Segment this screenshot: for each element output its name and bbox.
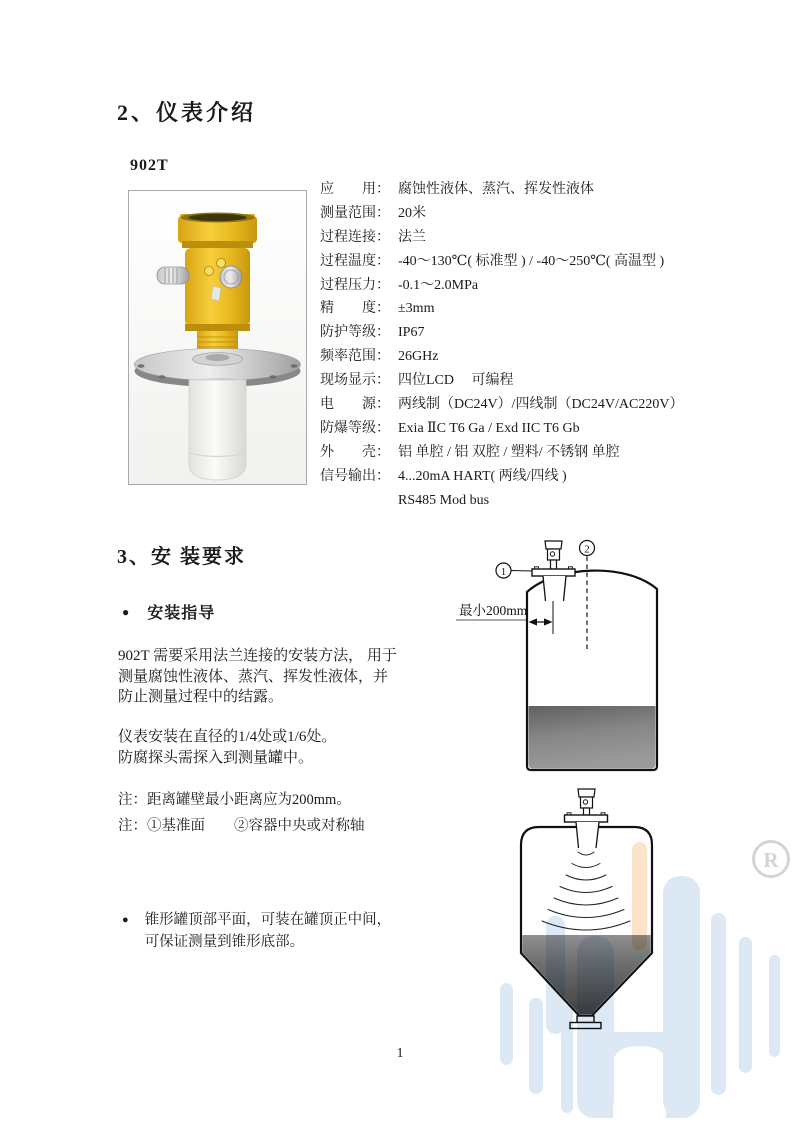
- page-number: 1: [396, 1046, 404, 1061]
- install-paragraph-2: [118, 727, 448, 768]
- spec-label: 应 用：: [320, 182, 390, 197]
- product-model-label: 902T: [130, 157, 169, 174]
- outlet-flange: [570, 1023, 601, 1029]
- spec-label: 外 壳：: [320, 444, 390, 460]
- radar-level-meter-image: [129, 191, 306, 484]
- registered-trademark-letter: R: [763, 848, 779, 872]
- paragraph-line: 锥形罐顶部平面，可装在罐顶正中间，: [144, 912, 392, 928]
- spec-row: [320, 274, 683, 298]
- cone-tank-note-text: [145, 909, 392, 953]
- spec-label: 过程温度：: [320, 253, 390, 269]
- spec-label: 过程连接：: [320, 229, 390, 245]
- callout-1-number: 1: [500, 565, 507, 578]
- spec-row: [320, 226, 683, 250]
- paragraph-line: 可保证测量到锥形底部。: [144, 934, 305, 950]
- section2-title: 2、仪表介绍: [117, 100, 257, 125]
- spec-label: 电 源：: [320, 397, 390, 413]
- spec-label: 防护等级：: [320, 325, 390, 341]
- spec-row: [320, 202, 683, 226]
- spec-value: 法兰: [398, 229, 426, 245]
- tank-outline: [521, 827, 652, 1029]
- spec-value: 20米: [398, 205, 426, 221]
- diagram-cone-tank: [460, 780, 695, 1035]
- spec-label: 防爆等级：: [320, 420, 390, 436]
- spec-value: 腐蚀性液体、蒸汽、挥发性液体: [398, 182, 594, 197]
- spec-row: [320, 417, 683, 441]
- diagram-side-mount-tank: [450, 533, 685, 785]
- section3-title: 3、安 装要求: [117, 546, 246, 568]
- spec-list: [320, 178, 683, 512]
- spec-row: [320, 393, 683, 417]
- callout-1: [496, 563, 532, 578]
- spec-label: 现场显示：: [320, 373, 390, 389]
- spec-value: Exia ⅡC T6 Ga / Exd IIC T6 Gb: [398, 420, 580, 436]
- spec-row: [320, 369, 683, 393]
- cone-tank-note: [122, 909, 391, 953]
- paragraph-line: 仪表安装在直径的1/4处或1/6处。: [118, 729, 337, 745]
- spec-value: 4...20mA HART( 两线/四线 ): [398, 468, 567, 484]
- mounting-flange: [565, 815, 608, 822]
- spec-value: 铝 单腔 / 铝 双腔 / 塑料/ 不锈钢 单腔: [398, 444, 620, 460]
- spec-value: RS485 Mod bus: [398, 492, 490, 508]
- note-callout-legend: 注：①基准面 ②容器中央或对称轴: [118, 818, 365, 834]
- spec-label: 频率范围：: [320, 349, 390, 365]
- paragraph-line: 防腐探头需探入到测量罐中。: [118, 749, 314, 766]
- spec-row: [320, 345, 683, 369]
- note-min-distance: 注：距离罐壁最小距离应为200mm。: [118, 792, 351, 808]
- callout-2-number: 2: [584, 543, 590, 556]
- paragraph-line: 防止测量过程中的结露。: [118, 689, 284, 706]
- spec-value: ±3mm: [398, 301, 435, 317]
- spec-value: IP67: [398, 325, 425, 341]
- paragraph-line: 测量腐蚀性液体、蒸汽、挥发性液体，并: [118, 668, 389, 685]
- watermark-h-web: [596, 1032, 682, 1118]
- install-guide-heading: [122, 600, 215, 623]
- spec-value: 两线制（DC24V）/四线制（DC24V/AC220V）: [398, 397, 684, 413]
- spec-row: [320, 321, 683, 345]
- spec-label: [320, 489, 398, 513]
- spec-value: -40～130℃( 标准型 ) / -40～250℃( 高温型 ): [398, 253, 665, 269]
- spec-row: [320, 489, 683, 513]
- install-guide-heading-text: 安装指导: [147, 605, 216, 622]
- mounting-flange: [532, 569, 575, 576]
- spec-value: 四位LCD 可编程: [398, 373, 514, 389]
- spec-row: [320, 178, 683, 202]
- spec-row: [320, 250, 683, 274]
- spec-value: -0.1～2.0MPa: [398, 277, 479, 293]
- spec-row: [320, 297, 683, 321]
- registered-trademark-icon: [754, 842, 789, 877]
- bullet-icon: ●: [122, 914, 129, 926]
- product-photo: [128, 190, 307, 485]
- spec-label: 过程压力：: [320, 277, 390, 293]
- paragraph-line: 902T 需要采用法兰连接的安装方法， 用于: [118, 648, 397, 664]
- spec-label: 测量范围：: [320, 205, 390, 221]
- ptfe-antenna: [189, 380, 246, 480]
- install-paragraph-1: [118, 646, 448, 708]
- spec-label: 信号输出：: [320, 468, 390, 484]
- spec-label: 精 度：: [320, 301, 390, 317]
- spec-value: 26GHz: [398, 349, 439, 365]
- outlet-stem: [577, 1016, 594, 1023]
- spec-row: [320, 465, 683, 489]
- liquid-fill: [529, 706, 656, 769]
- bullet-icon: ●: [122, 605, 131, 619]
- min-distance-label: 最小200mm: [459, 603, 528, 618]
- spec-row: [320, 441, 683, 465]
